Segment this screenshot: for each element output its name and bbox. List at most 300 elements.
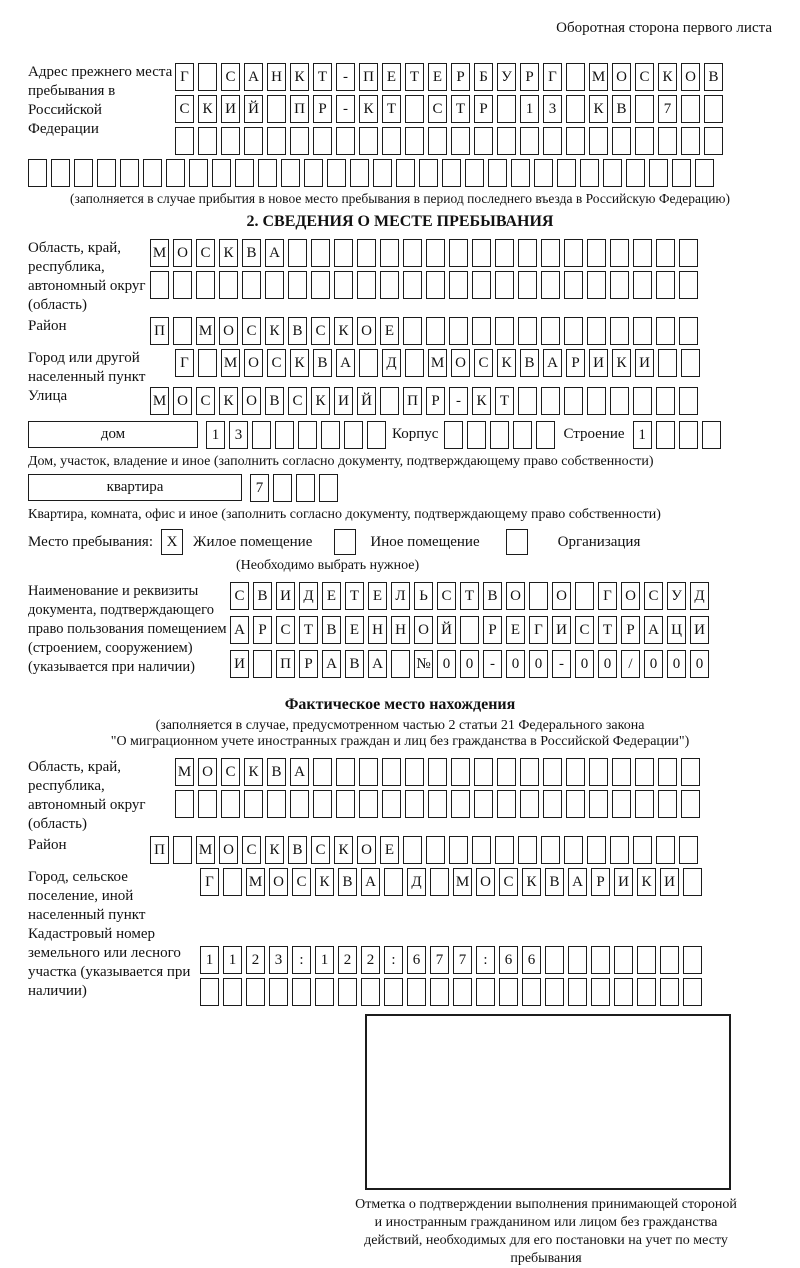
char-cell[interactable] bbox=[175, 127, 194, 155]
char-cell[interactable] bbox=[51, 159, 70, 187]
char-cell[interactable] bbox=[281, 159, 300, 187]
char-cell[interactable]: В bbox=[338, 868, 357, 896]
char-cell[interactable]: Н bbox=[391, 616, 410, 644]
char-cell[interactable] bbox=[681, 127, 700, 155]
char-cell[interactable] bbox=[536, 421, 555, 449]
char-cell[interactable]: С bbox=[474, 349, 493, 377]
char-cell[interactable] bbox=[200, 978, 219, 1006]
char-cell[interactable]: С bbox=[437, 582, 456, 610]
char-cell[interactable]: Е bbox=[368, 582, 387, 610]
char-cell[interactable] bbox=[451, 127, 470, 155]
char-cell[interactable]: Г bbox=[543, 63, 562, 91]
char-cell[interactable] bbox=[610, 836, 629, 864]
char-cell[interactable] bbox=[319, 474, 338, 502]
char-cell[interactable]: О bbox=[244, 349, 263, 377]
char-cell[interactable]: С bbox=[428, 95, 447, 123]
checkbox-residential[interactable]: X bbox=[161, 529, 183, 555]
char-cell[interactable] bbox=[635, 790, 654, 818]
char-cell[interactable]: М bbox=[150, 239, 169, 267]
char-cell[interactable]: И bbox=[635, 349, 654, 377]
char-cell[interactable]: С bbox=[196, 239, 215, 267]
char-cell[interactable]: О bbox=[506, 582, 525, 610]
char-cell[interactable]: 0 bbox=[690, 650, 709, 678]
char-cell[interactable] bbox=[28, 159, 47, 187]
char-cell[interactable] bbox=[695, 159, 714, 187]
char-cell[interactable] bbox=[405, 790, 424, 818]
char-cell[interactable] bbox=[679, 836, 698, 864]
char-cell[interactable] bbox=[453, 978, 472, 1006]
char-cell[interactable] bbox=[568, 978, 587, 1006]
char-cell[interactable]: О bbox=[681, 63, 700, 91]
char-cell[interactable]: К bbox=[315, 868, 334, 896]
char-cell[interactable]: - bbox=[336, 63, 355, 91]
char-cell[interactable]: К bbox=[219, 387, 238, 415]
char-cell[interactable]: : bbox=[384, 946, 403, 974]
char-cell[interactable]: Е bbox=[380, 317, 399, 345]
char-cell[interactable] bbox=[612, 790, 631, 818]
char-cell[interactable] bbox=[587, 836, 606, 864]
char-cell[interactable] bbox=[430, 868, 449, 896]
char-cell[interactable] bbox=[265, 271, 284, 299]
char-cell[interactable]: М bbox=[150, 387, 169, 415]
char-cell[interactable] bbox=[219, 271, 238, 299]
char-cell[interactable]: И bbox=[614, 868, 633, 896]
char-cell[interactable] bbox=[704, 127, 723, 155]
char-cell[interactable] bbox=[357, 239, 376, 267]
char-cell[interactable]: О bbox=[414, 616, 433, 644]
char-cell[interactable] bbox=[591, 978, 610, 1006]
char-cell[interactable] bbox=[497, 95, 516, 123]
char-cell[interactable] bbox=[313, 790, 332, 818]
char-cell[interactable] bbox=[465, 159, 484, 187]
char-cell[interactable]: 3 bbox=[269, 946, 288, 974]
char-cell[interactable]: Р bbox=[299, 650, 318, 678]
char-cell[interactable]: О bbox=[242, 387, 261, 415]
char-cell[interactable]: Т bbox=[460, 582, 479, 610]
char-cell[interactable] bbox=[403, 317, 422, 345]
house-type-box[interactable]: дом bbox=[28, 421, 198, 448]
char-cell[interactable] bbox=[589, 758, 608, 786]
char-cell[interactable] bbox=[403, 271, 422, 299]
char-cell[interactable] bbox=[683, 978, 702, 1006]
char-cell[interactable]: О bbox=[173, 239, 192, 267]
char-cell[interactable]: 0 bbox=[644, 650, 663, 678]
char-cell[interactable] bbox=[426, 836, 445, 864]
char-cell[interactable] bbox=[336, 790, 355, 818]
char-cell[interactable] bbox=[244, 127, 263, 155]
char-cell[interactable] bbox=[304, 159, 323, 187]
char-cell[interactable]: 0 bbox=[598, 650, 617, 678]
char-cell[interactable] bbox=[235, 159, 254, 187]
char-cell[interactable]: Й bbox=[437, 616, 456, 644]
char-cell[interactable] bbox=[212, 159, 231, 187]
char-cell[interactable] bbox=[518, 317, 537, 345]
char-cell[interactable] bbox=[449, 317, 468, 345]
char-cell[interactable] bbox=[384, 868, 403, 896]
char-cell[interactable] bbox=[513, 421, 532, 449]
char-cell[interactable] bbox=[612, 127, 631, 155]
char-cell[interactable]: К bbox=[497, 349, 516, 377]
char-cell[interactable] bbox=[273, 474, 292, 502]
char-cell[interactable] bbox=[336, 758, 355, 786]
char-cell[interactable]: О bbox=[357, 836, 376, 864]
char-cell[interactable] bbox=[679, 317, 698, 345]
char-cell[interactable]: - bbox=[483, 650, 502, 678]
char-cell[interactable]: А bbox=[265, 239, 284, 267]
char-cell[interactable] bbox=[564, 387, 583, 415]
char-cell[interactable] bbox=[150, 271, 169, 299]
char-cell[interactable] bbox=[373, 159, 392, 187]
char-cell[interactable] bbox=[541, 239, 560, 267]
char-cell[interactable] bbox=[566, 758, 585, 786]
char-cell[interactable] bbox=[344, 421, 363, 449]
char-cell[interactable] bbox=[660, 978, 679, 1006]
char-cell[interactable]: К bbox=[334, 317, 353, 345]
char-cell[interactable]: В bbox=[288, 836, 307, 864]
char-cell[interactable]: И bbox=[276, 582, 295, 610]
char-cell[interactable] bbox=[580, 159, 599, 187]
char-cell[interactable] bbox=[290, 127, 309, 155]
char-cell[interactable]: Д bbox=[299, 582, 318, 610]
char-cell[interactable] bbox=[221, 127, 240, 155]
char-cell[interactable] bbox=[223, 978, 242, 1006]
char-cell[interactable]: К bbox=[219, 239, 238, 267]
char-cell[interactable] bbox=[253, 650, 272, 678]
char-cell[interactable]: Р bbox=[451, 63, 470, 91]
char-cell[interactable] bbox=[380, 271, 399, 299]
char-cell[interactable]: С bbox=[221, 63, 240, 91]
char-cell[interactable]: К bbox=[290, 63, 309, 91]
char-cell[interactable]: Е bbox=[380, 836, 399, 864]
char-cell[interactable]: Р bbox=[313, 95, 332, 123]
char-cell[interactable] bbox=[679, 387, 698, 415]
char-cell[interactable]: 3 bbox=[543, 95, 562, 123]
char-cell[interactable] bbox=[359, 790, 378, 818]
char-cell[interactable]: Р bbox=[483, 616, 502, 644]
char-cell[interactable] bbox=[267, 95, 286, 123]
char-cell[interactable]: В bbox=[345, 650, 364, 678]
char-cell[interactable]: Н bbox=[267, 63, 286, 91]
char-cell[interactable]: 7 bbox=[250, 474, 269, 502]
char-cell[interactable] bbox=[407, 978, 426, 1006]
char-cell[interactable]: Т bbox=[313, 63, 332, 91]
char-cell[interactable]: Р bbox=[520, 63, 539, 91]
char-cell[interactable] bbox=[587, 387, 606, 415]
char-cell[interactable]: Й bbox=[357, 387, 376, 415]
char-cell[interactable]: О bbox=[173, 387, 192, 415]
char-cell[interactable] bbox=[681, 758, 700, 786]
char-cell[interactable] bbox=[173, 836, 192, 864]
char-cell[interactable] bbox=[658, 790, 677, 818]
char-cell[interactable]: В bbox=[322, 616, 341, 644]
char-cell[interactable]: П bbox=[359, 63, 378, 91]
char-cell[interactable]: К bbox=[265, 836, 284, 864]
char-cell[interactable] bbox=[633, 271, 652, 299]
char-cell[interactable] bbox=[679, 271, 698, 299]
char-cell[interactable] bbox=[472, 836, 491, 864]
char-cell[interactable] bbox=[658, 127, 677, 155]
char-cell[interactable]: / bbox=[621, 650, 640, 678]
char-cell[interactable]: О bbox=[357, 317, 376, 345]
char-cell[interactable] bbox=[633, 387, 652, 415]
char-cell[interactable]: К bbox=[359, 95, 378, 123]
char-cell[interactable]: 0 bbox=[575, 650, 594, 678]
apartment-type-box[interactable]: квартира bbox=[28, 474, 242, 501]
char-cell[interactable] bbox=[495, 836, 514, 864]
char-cell[interactable]: 1 bbox=[315, 946, 334, 974]
char-cell[interactable]: И bbox=[230, 650, 249, 678]
char-cell[interactable]: С bbox=[267, 349, 286, 377]
char-cell[interactable] bbox=[564, 239, 583, 267]
char-cell[interactable] bbox=[545, 978, 564, 1006]
char-cell[interactable] bbox=[361, 978, 380, 1006]
char-cell[interactable]: Т bbox=[598, 616, 617, 644]
char-cell[interactable]: А bbox=[244, 63, 263, 91]
char-cell[interactable] bbox=[336, 127, 355, 155]
char-cell[interactable]: И bbox=[589, 349, 608, 377]
char-cell[interactable]: 6 bbox=[407, 946, 426, 974]
char-cell[interactable] bbox=[529, 582, 548, 610]
char-cell[interactable]: С bbox=[196, 387, 215, 415]
char-cell[interactable]: 7 bbox=[453, 946, 472, 974]
char-cell[interactable] bbox=[428, 790, 447, 818]
char-cell[interactable]: - bbox=[449, 387, 468, 415]
char-cell[interactable] bbox=[472, 317, 491, 345]
char-cell[interactable]: В bbox=[242, 239, 261, 267]
char-cell[interactable] bbox=[472, 271, 491, 299]
char-cell[interactable] bbox=[497, 790, 516, 818]
char-cell[interactable] bbox=[97, 159, 116, 187]
char-cell[interactable]: А bbox=[322, 650, 341, 678]
char-cell[interactable] bbox=[359, 127, 378, 155]
char-cell[interactable] bbox=[490, 421, 509, 449]
char-cell[interactable] bbox=[442, 159, 461, 187]
char-cell[interactable]: О bbox=[612, 63, 631, 91]
char-cell[interactable]: Н bbox=[368, 616, 387, 644]
char-cell[interactable]: О bbox=[219, 317, 238, 345]
char-cell[interactable] bbox=[357, 271, 376, 299]
char-cell[interactable] bbox=[350, 159, 369, 187]
char-cell[interactable]: Р bbox=[474, 95, 493, 123]
char-cell[interactable] bbox=[679, 421, 698, 449]
char-cell[interactable]: А bbox=[230, 616, 249, 644]
char-cell[interactable]: А bbox=[368, 650, 387, 678]
char-cell[interactable] bbox=[428, 758, 447, 786]
char-cell[interactable] bbox=[311, 271, 330, 299]
char-cell[interactable] bbox=[497, 127, 516, 155]
char-cell[interactable]: П bbox=[150, 836, 169, 864]
char-cell[interactable] bbox=[327, 159, 346, 187]
char-cell[interactable] bbox=[444, 421, 463, 449]
char-cell[interactable] bbox=[382, 790, 401, 818]
char-cell[interactable]: № bbox=[414, 650, 433, 678]
char-cell[interactable]: К bbox=[265, 317, 284, 345]
char-cell[interactable] bbox=[173, 317, 192, 345]
char-cell[interactable] bbox=[495, 317, 514, 345]
char-cell[interactable]: С bbox=[221, 758, 240, 786]
char-cell[interactable]: Т bbox=[345, 582, 364, 610]
char-cell[interactable] bbox=[656, 271, 675, 299]
char-cell[interactable] bbox=[321, 421, 340, 449]
char-cell[interactable] bbox=[290, 790, 309, 818]
char-cell[interactable]: О bbox=[198, 758, 217, 786]
char-cell[interactable]: И bbox=[221, 95, 240, 123]
char-cell[interactable]: С bbox=[288, 387, 307, 415]
char-cell[interactable] bbox=[587, 271, 606, 299]
char-cell[interactable]: С bbox=[311, 836, 330, 864]
char-cell[interactable]: - bbox=[336, 95, 355, 123]
char-cell[interactable] bbox=[267, 790, 286, 818]
char-cell[interactable] bbox=[426, 317, 445, 345]
char-cell[interactable]: Д bbox=[690, 582, 709, 610]
char-cell[interactable] bbox=[334, 271, 353, 299]
char-cell[interactable] bbox=[541, 317, 560, 345]
char-cell[interactable]: С bbox=[292, 868, 311, 896]
char-cell[interactable] bbox=[635, 127, 654, 155]
char-cell[interactable]: С bbox=[175, 95, 194, 123]
char-cell[interactable]: 7 bbox=[658, 95, 677, 123]
char-cell[interactable]: Е bbox=[428, 63, 447, 91]
char-cell[interactable] bbox=[426, 271, 445, 299]
char-cell[interactable]: П bbox=[403, 387, 422, 415]
char-cell[interactable] bbox=[679, 239, 698, 267]
char-cell[interactable] bbox=[315, 978, 334, 1006]
char-cell[interactable]: Б bbox=[474, 63, 493, 91]
char-cell[interactable]: К bbox=[589, 95, 608, 123]
char-cell[interactable]: С bbox=[230, 582, 249, 610]
char-cell[interactable]: 1 bbox=[206, 421, 225, 449]
char-cell[interactable] bbox=[637, 978, 656, 1006]
char-cell[interactable] bbox=[534, 159, 553, 187]
char-cell[interactable]: : bbox=[292, 946, 311, 974]
char-cell[interactable] bbox=[198, 63, 217, 91]
char-cell[interactable]: С bbox=[575, 616, 594, 644]
char-cell[interactable] bbox=[497, 758, 516, 786]
char-cell[interactable]: С bbox=[311, 317, 330, 345]
char-cell[interactable] bbox=[474, 127, 493, 155]
char-cell[interactable] bbox=[495, 239, 514, 267]
char-cell[interactable]: У bbox=[667, 582, 686, 610]
char-cell[interactable] bbox=[173, 271, 192, 299]
char-cell[interactable] bbox=[587, 317, 606, 345]
char-cell[interactable] bbox=[566, 127, 585, 155]
char-cell[interactable]: Г bbox=[200, 868, 219, 896]
char-cell[interactable] bbox=[223, 868, 242, 896]
char-cell[interactable] bbox=[635, 95, 654, 123]
char-cell[interactable]: М bbox=[175, 758, 194, 786]
char-cell[interactable] bbox=[175, 790, 194, 818]
char-cell[interactable]: Й bbox=[244, 95, 263, 123]
char-cell[interactable] bbox=[633, 836, 652, 864]
char-cell[interactable] bbox=[189, 159, 208, 187]
char-cell[interactable] bbox=[449, 239, 468, 267]
char-cell[interactable] bbox=[541, 271, 560, 299]
char-cell[interactable] bbox=[681, 790, 700, 818]
char-cell[interactable] bbox=[566, 95, 585, 123]
char-cell[interactable]: Р bbox=[253, 616, 272, 644]
char-cell[interactable] bbox=[166, 159, 185, 187]
char-cell[interactable]: Е bbox=[382, 63, 401, 91]
char-cell[interactable] bbox=[587, 239, 606, 267]
char-cell[interactable] bbox=[656, 317, 675, 345]
char-cell[interactable] bbox=[635, 758, 654, 786]
char-cell[interactable] bbox=[672, 159, 691, 187]
char-cell[interactable] bbox=[74, 159, 93, 187]
char-cell[interactable] bbox=[419, 159, 438, 187]
char-cell[interactable] bbox=[610, 317, 629, 345]
char-cell[interactable]: 1 bbox=[520, 95, 539, 123]
char-cell[interactable]: Д bbox=[407, 868, 426, 896]
char-cell[interactable] bbox=[359, 758, 378, 786]
char-cell[interactable] bbox=[359, 349, 378, 377]
char-cell[interactable]: К bbox=[612, 349, 631, 377]
char-cell[interactable] bbox=[488, 159, 507, 187]
char-cell[interactable] bbox=[198, 790, 217, 818]
char-cell[interactable] bbox=[543, 790, 562, 818]
char-cell[interactable] bbox=[288, 271, 307, 299]
char-cell[interactable] bbox=[543, 758, 562, 786]
char-cell[interactable]: А bbox=[568, 868, 587, 896]
char-cell[interactable]: Е bbox=[345, 616, 364, 644]
char-cell[interactable] bbox=[242, 271, 261, 299]
char-cell[interactable] bbox=[449, 271, 468, 299]
char-cell[interactable] bbox=[382, 127, 401, 155]
char-cell[interactable]: Т bbox=[495, 387, 514, 415]
char-cell[interactable] bbox=[520, 758, 539, 786]
char-cell[interactable]: А bbox=[361, 868, 380, 896]
char-cell[interactable]: Р bbox=[621, 616, 640, 644]
char-cell[interactable]: Г bbox=[175, 349, 194, 377]
char-cell[interactable]: П bbox=[276, 650, 295, 678]
char-cell[interactable]: Г bbox=[175, 63, 194, 91]
char-cell[interactable] bbox=[656, 421, 675, 449]
char-cell[interactable] bbox=[649, 159, 668, 187]
char-cell[interactable] bbox=[382, 758, 401, 786]
char-cell[interactable]: О bbox=[476, 868, 495, 896]
char-cell[interactable] bbox=[518, 239, 537, 267]
char-cell[interactable]: М bbox=[221, 349, 240, 377]
char-cell[interactable]: К bbox=[198, 95, 217, 123]
checkbox-organization[interactable] bbox=[506, 529, 528, 555]
char-cell[interactable] bbox=[367, 421, 386, 449]
char-cell[interactable]: 0 bbox=[460, 650, 479, 678]
char-cell[interactable] bbox=[292, 978, 311, 1006]
char-cell[interactable]: В bbox=[483, 582, 502, 610]
char-cell[interactable] bbox=[566, 790, 585, 818]
char-cell[interactable]: 2 bbox=[246, 946, 265, 974]
char-cell[interactable]: К bbox=[334, 836, 353, 864]
char-cell[interactable] bbox=[288, 239, 307, 267]
char-cell[interactable]: 0 bbox=[667, 650, 686, 678]
char-cell[interactable]: В bbox=[265, 387, 284, 415]
char-cell[interactable] bbox=[612, 758, 631, 786]
char-cell[interactable] bbox=[396, 159, 415, 187]
char-cell[interactable]: В bbox=[612, 95, 631, 123]
char-cell[interactable]: Р bbox=[591, 868, 610, 896]
char-cell[interactable] bbox=[681, 95, 700, 123]
char-cell[interactable] bbox=[311, 239, 330, 267]
char-cell[interactable]: А bbox=[644, 616, 663, 644]
char-cell[interactable]: О bbox=[621, 582, 640, 610]
char-cell[interactable] bbox=[267, 127, 286, 155]
char-cell[interactable] bbox=[391, 650, 410, 678]
char-cell[interactable] bbox=[451, 758, 470, 786]
char-cell[interactable] bbox=[221, 790, 240, 818]
char-cell[interactable]: В bbox=[253, 582, 272, 610]
char-cell[interactable]: 0 bbox=[506, 650, 525, 678]
char-cell[interactable] bbox=[566, 63, 585, 91]
char-cell[interactable]: С bbox=[242, 836, 261, 864]
